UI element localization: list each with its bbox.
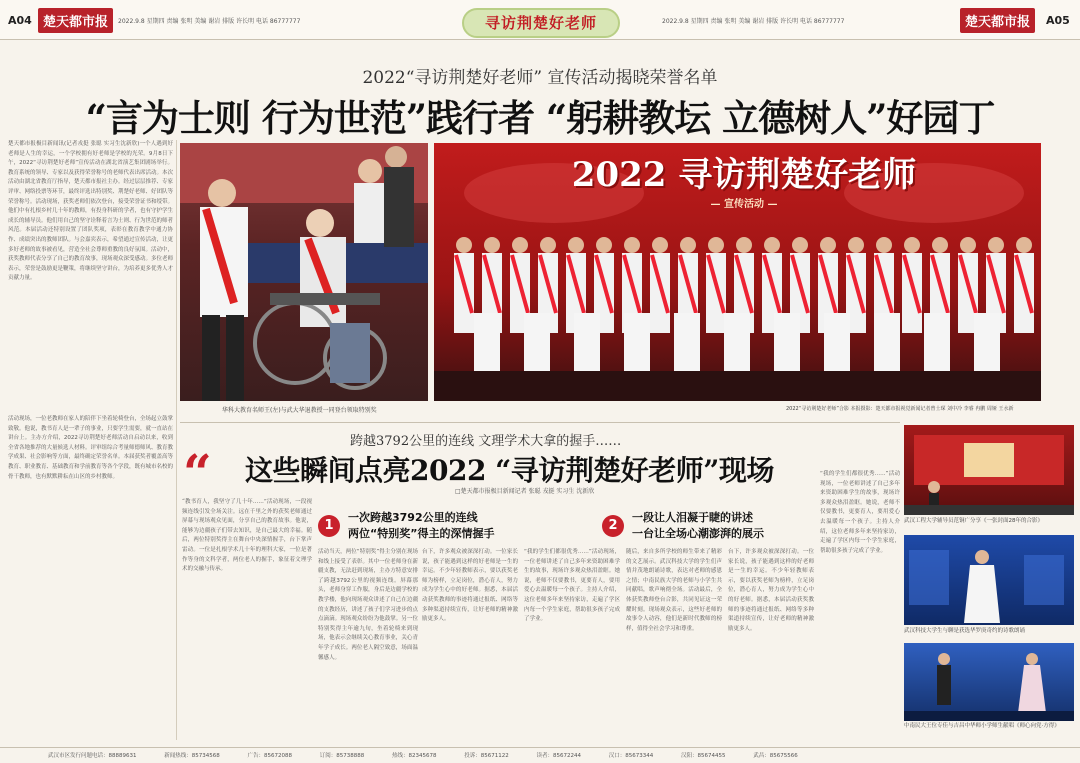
footer-phone: 热线：82345678 [392,753,437,759]
left-masthead-logo: 楚天都市报 [38,8,113,33]
left-issue-meta: 2022.9.8 星期四 责编 张明 美编 谢岩 排版 许长明 电话 86777777 [118,18,301,25]
footer-phone: 汉口：85673344 [608,753,654,759]
quote-mark: “ [183,443,212,502]
article-text-col-e: 台下，许多观众被深深打动。一位家长说，孩子能遇到这样的好老师是一生的幸运。不少年轻教师表示，要以获奖老师为榜样，立足岗位，潜心育人，努力成为学生心中的好老师。据悉，本届活动获奖教师的事迹将通过报纸、网络等多种渠道持续宣传，让好老师的精神激励更多人。 [728,549,814,632]
top-headline: “言为士则 行为世范”践行者 “躬耕教坛 立德树人”好园丁 [85,96,995,140]
right-page-number: A05 [1046,14,1070,27]
left-page-number: A04 [8,14,32,27]
article-text-col-a: “教书育人，我坚守了几十年……”活动现场，一段视频连线引发全场关注。远在千里之外的获奖老师通过屏幕与现场观众见面，分享自己的教育故事。他说，能够为边疆孩子们带去知识，是自己最大的幸福。随后，两位特别奖得主在舞台中央深情握手，台下掌声雷动。一位是扎根学术几十年的理科大家，一位是著作等身的文科学者，两位老人的握手，象征着文理学术的交融与传承。 [182,499,312,573]
side-photo-recital-art [904,535,1074,625]
column-divider [176,140,177,740]
article-text-col-f: “我的学生们都很优秀……”活动现场，一位老师讲述了自己多年来资助困难学生的故事，现场许多观众热泪盈眶。她说，老师不仅要教书，更要育人，要用爱心去温暖每一个孩子。主持人介绍，这位老师多年来坚持家访，走遍了学区内每一个学生家庭，帮助很多孩子完成了学业。 [820,471,900,554]
bottom-byline: □楚天都市报极目新闻记者 张聪 戎挺 实习生 沈新欣 [455,488,595,495]
footer-phone-list [0,747,1080,763]
footer-phone: 汉阳：85674455 [681,753,726,759]
article-text-col-d: 随后，来自多所学校的师生带来了精彩的文艺展示。武汉科技大学的学生们声情并茂地朗诵诗歌，表达对老师的感恩之情；中南民族大学的老师与小学生共同献唱，歌声响彻全场。活动最后，全体获奖教师登台合影，共同见证这一荣耀时刻。现场观众表示，这些好老师的故事令人动容，他们是新时代教师的榜样，值得全社会学习和尊重。 [626,549,722,632]
footer-phone: 读者：85672244 [536,753,581,759]
footer-phone: 武汉市区发行问题电话：88889631 [48,753,137,759]
column-banner-text: 寻访荆楚好老师 [484,14,597,32]
photo-award-wheelchair-art [180,143,428,401]
article-text-left-top: 楚天都市报极目新闻讯(记者戎挺 张聪 实习生沈新欣)一个人遇到好老师是人生的幸运，一个学校拥有好老师是学校的光荣。9月8日下午，2022“寻访荆楚好老师”宣传活动在湖北省演艺集团剧场举行。教育系统的领导、专家以及获得荣誉称号的老师代表出席活动。本次活动由湖北省教育厅指导，楚天都市报社主办。经过层层推荐、专家评审、网络投票等环节，最终评选出特别奖、荆楚好老师、好团队等荣誉称号。活动现场，获奖老师们依次登台，接受荣誉证书和绶带。他们中有扎根乡村几十年的教师，有投身科研的学者，也有守护学生成长的辅导员。他们用自己的坚守诠释着言为士则、行为世范的师者风范。本届活动还特别设置了团队奖项，表彰在教育教学中通力协作、成绩突出的教师团队。与会嘉宾表示，希望通过宣传活动，让更多好老师的故事被看见，营造全社会尊师重教的良好氛围。活动中，获奖教师代表分享了自己的教育故事，现场观众深受感动。多位老师表示，荣誉是鼓励更是鞭策，将继续坚守讲台，为培养更多优秀人才贡献力量。 [8,141,173,282]
footer-phone: 武昌：85675566 [753,753,798,759]
footer-phone: 广告：85672088 [247,753,292,759]
side-photo-recital [904,535,1074,625]
footer-phone: 新闻热线：85734568 [164,753,220,759]
bottom-headline: 这些瞬间点亮2022 “寻访荆楚好老师”现场 [245,454,774,487]
photo-group-stage [434,143,1041,401]
side-photo-speaker-art [904,425,1074,515]
side-photo-song-art [904,643,1074,721]
right-issue-meta: 2022.9.8 星期四 责编 张明 美编 谢岩 排版 许长明 电话 86777777 [662,18,845,25]
photo2-banner-title: 2022 寻访荆楚好老师 [571,155,917,195]
photo-award-wheelchair [180,143,428,401]
footer-phone: 投诉：85671122 [464,753,509,759]
article-text-col-b2: 台下，许多观众被深深打动。一位家长说，孩子能遇到这样的好老师是一生的幸运。不少年轻教师表示，要以获奖老师为榜样，立足岗位，潜心育人，努力成为学生心中的好老师。据悉，本届活动获奖教师的事迹将通过报纸、网络等多种渠道持续宣传，让好老师的精神激励更多人。 [422,549,518,623]
section1-number-badge: 1 [318,515,340,537]
section-divider [180,422,900,423]
article-text-left-bottom: 活动现场，一位老教师在家人的陪伴下坐着轮椅登台，全场起立鼓掌致敬。他说，教书育人是一辈子的事业，只要学生需要，就一直站在讲台上。主办方介绍，2022寻访荆楚好老师活动自启动以来，收到全省各地推荐的大量候选人材料。评审组综合考量师德师风、教育教学成果、社会影响等方面，最终确定荣誉名单。本届获奖者覆盖高等教育、职业教育、基础教育和学前教育等各个学段，既有城市名校的骨干教师，也有默默耕耘在山区的乡村教师。 [8,416,173,480]
column-banner [462,8,620,38]
right-masthead-logo: 楚天都市报 [960,8,1035,33]
section2-number-badge: 2 [602,515,624,537]
bottom-subtitle: 跨越3792公里的连线 文理学术大拿的握手…… [350,434,622,449]
page-header [0,0,1080,40]
side-caption-1: 武汉工程大学辅导员范铜广分享《一张封面28年的合影》 [904,518,1044,524]
footer-phone: 订阅：85738888 [319,753,365,759]
side-caption-3: 中南民大王位专佳与吉昌中华师小学师生献唱《师心向党·方得》 [904,723,1060,729]
article-text-col-c: “我的学生们都很优秀……”活动现场，一位老师讲述了自己多年来资助困难学生的故事，现场许多观众热泪盈眶。她说，老师不仅要教书，更要育人，要用爱心去温暖每一个孩子。主持人介绍，这位老师多年来坚持家访，走遍了学区内每一个学生家庭，帮助很多孩子完成了学业。 [524,549,620,623]
section1-title-line1: 一次跨越3792公里的连线 [348,511,478,524]
side-caption-2: 武汉科技大学生与聊是获选华罗庚奇约的诗歌朗诵 [904,628,1026,634]
section2-title-line1: 一段让人泪凝于睫的讲述 [632,511,753,524]
article-text-col-b1: 活动当天，两位“特别奖”得主分别在现场和线上接受了表彰。其中一位老师身在新疆支教，无法赶到现场，主办方特意安排了跨越3792公里的视频连线。屏幕那头，老师身穿工作服，身后是边疆学校的教学楼，他向现场观众讲述了自己在边疆的支教经历，讲述了孩子们学习进步的点点滴滴。现场观众纷纷为他鼓掌。另一位特别奖得主年逾九旬，坐着轮椅来到现场，他表示会继续关心教育事业，关心青年学子成长。两位老人隔空致意，场面温馨感人。 [318,549,418,661]
photo1-caption: 华科大教育名师王(左)与武大华退教授一同登台领取特别奖 [222,407,377,414]
section1-title-line2: 两位“特别奖”得主的深情握手 [348,527,495,540]
photo2-banner-subtitle: — 宣传活动 — [710,199,778,210]
photo2-caption: 2022“寻访荆楚好老师”合影 本报摄影：楚天都市报视觉新闻记者曾士琛 刘中冷 李睿 冉鹏 周娅 王水新 [786,406,1014,412]
side-photo-speaker [904,425,1074,515]
top-subtitle: 2022“寻访荆楚好老师” 宣传活动揭晓荣誉名单 [362,68,718,88]
section2-title-line2: 一台让全场心潮澎湃的展示 [632,527,764,540]
side-photo-song [904,643,1074,721]
